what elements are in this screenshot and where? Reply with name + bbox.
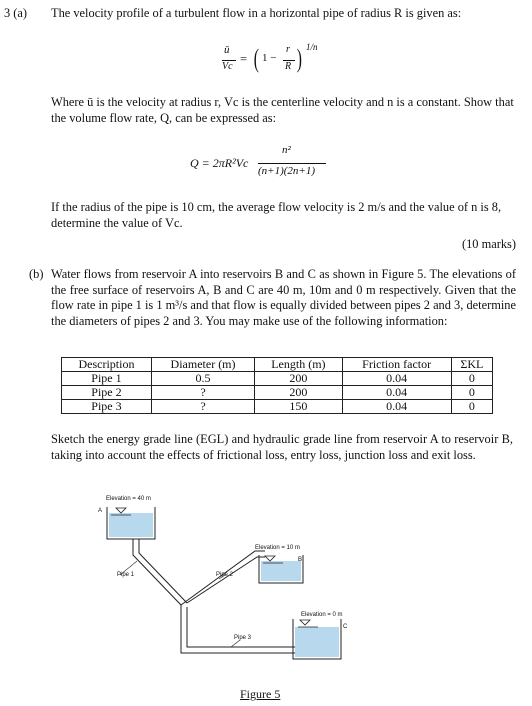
eq2-denominator: (n+1)(2n+1) xyxy=(258,165,315,177)
eq1-paren-close: ) xyxy=(296,44,302,73)
pipe-3-leader xyxy=(231,640,240,647)
table-cell: 0.5 xyxy=(151,372,254,386)
pipe-3 xyxy=(181,605,295,653)
pipe-2-label: Pipe 2 xyxy=(216,572,234,578)
radius-text: If the radius of the pipe is 10 cm, the average flow velocity is 2 m/s and the value of n is 8, determine the value of Vc. xyxy=(51,200,502,230)
velocity-profile-equation xyxy=(222,42,332,82)
table-cell: 0 xyxy=(451,386,492,400)
eq1-exponent: 1/n xyxy=(306,42,318,52)
eq2-numerator: n² xyxy=(282,144,291,156)
where-text: Where ū is the velocity at radius r, Vc is the centerline velocity and n is a constant. Show that the volume flow rate, Q, can be expressed as: xyxy=(51,95,514,125)
flow-rate-equation xyxy=(190,142,370,186)
header-description: Description xyxy=(62,358,152,372)
header-kl: ΣKL xyxy=(451,358,492,372)
table-cell: 150 xyxy=(255,400,342,414)
question-intro: The velocity profile of a turbulent flow in a horizontal pipe of radius R is given as: xyxy=(51,6,462,20)
table-cell: Pipe 1 xyxy=(62,372,152,386)
reservoir-c-label: C xyxy=(343,624,348,630)
pipe-1-label: Pipe 1 xyxy=(117,572,135,578)
elevation-b-label: Elevation = 10 m xyxy=(255,545,300,551)
reservoir-b-label: B xyxy=(298,557,303,563)
reservoir-a-label: A xyxy=(98,508,103,514)
reservoir-c xyxy=(293,619,341,659)
table-cell: 200 xyxy=(255,386,342,400)
sketch-text: Sketch the energy grade line (EGL) and hydraulic grade line from reservoir A to reservoir B, taking into account the effects of frictional loss, entry loss, junction loss and exit loss. xyxy=(51,432,513,462)
eq2-fraction-bar xyxy=(258,163,326,164)
table-row xyxy=(62,386,493,400)
eq1-r: r xyxy=(286,44,290,55)
table-cell: 0.04 xyxy=(342,372,451,386)
part-b-label: (b) xyxy=(29,267,44,281)
eq1-R: R xyxy=(285,61,292,72)
table-cell: ? xyxy=(151,400,254,414)
table-cell: 0.04 xyxy=(342,386,451,400)
reservoir-a xyxy=(107,507,155,539)
header-length: Length (m) xyxy=(255,358,342,372)
table-cell: 0 xyxy=(451,372,492,386)
table-cell: 0.04 xyxy=(342,400,451,414)
figure-caption: Figure 5 xyxy=(240,687,281,701)
table-cell: 200 xyxy=(255,372,342,386)
table-row xyxy=(62,372,493,386)
eq1-lhs-numerator: ū xyxy=(224,44,230,56)
pipe-3-label: Pipe 3 xyxy=(234,635,252,641)
marks-3a: (10 marks) xyxy=(461,237,516,251)
table-cell: ? xyxy=(151,386,254,400)
part-b-text: Water flows from reservoir A into reservoirs B and C as shown in Figure 5. The elevations of the free surface of reservoirs A, B and C are 40 m, 10m and 0 m respectively. Given that the flow rate in pipe 1 is 1 m³/s and that flow is equally divided between pipes 2 and 3, determine the diameters of pipes 2 and 3. You may make use of the following information: xyxy=(51,267,516,328)
eq1-lhs-denominator: Vc xyxy=(222,61,233,72)
table-row xyxy=(62,400,493,414)
elevation-c-label: Elevation = 0 m xyxy=(301,612,343,618)
reservoir-b xyxy=(259,555,303,583)
table-cell: Pipe 3 xyxy=(62,400,152,414)
reservoir-diagram xyxy=(95,495,375,680)
eq1-paren-open: ( xyxy=(253,44,259,73)
pipe-1 xyxy=(133,539,187,605)
header-diameter: Diameter (m) xyxy=(151,358,254,372)
table-cell: Pipe 2 xyxy=(62,386,152,400)
header-friction: Friction factor xyxy=(342,358,451,372)
table-cell: 0 xyxy=(451,400,492,414)
eq1-equals: = xyxy=(240,52,248,66)
eq1-one-minus: 1 − xyxy=(262,52,277,64)
pipe-info-table xyxy=(61,357,493,414)
elevation-a-label: Elevation = 40 m xyxy=(106,496,151,502)
table-header-row xyxy=(62,358,493,372)
eq2-lhs: Q = 2πR²Vc xyxy=(190,156,249,170)
pipe-2 xyxy=(181,551,265,605)
question-number: 3 (a) xyxy=(4,6,28,20)
